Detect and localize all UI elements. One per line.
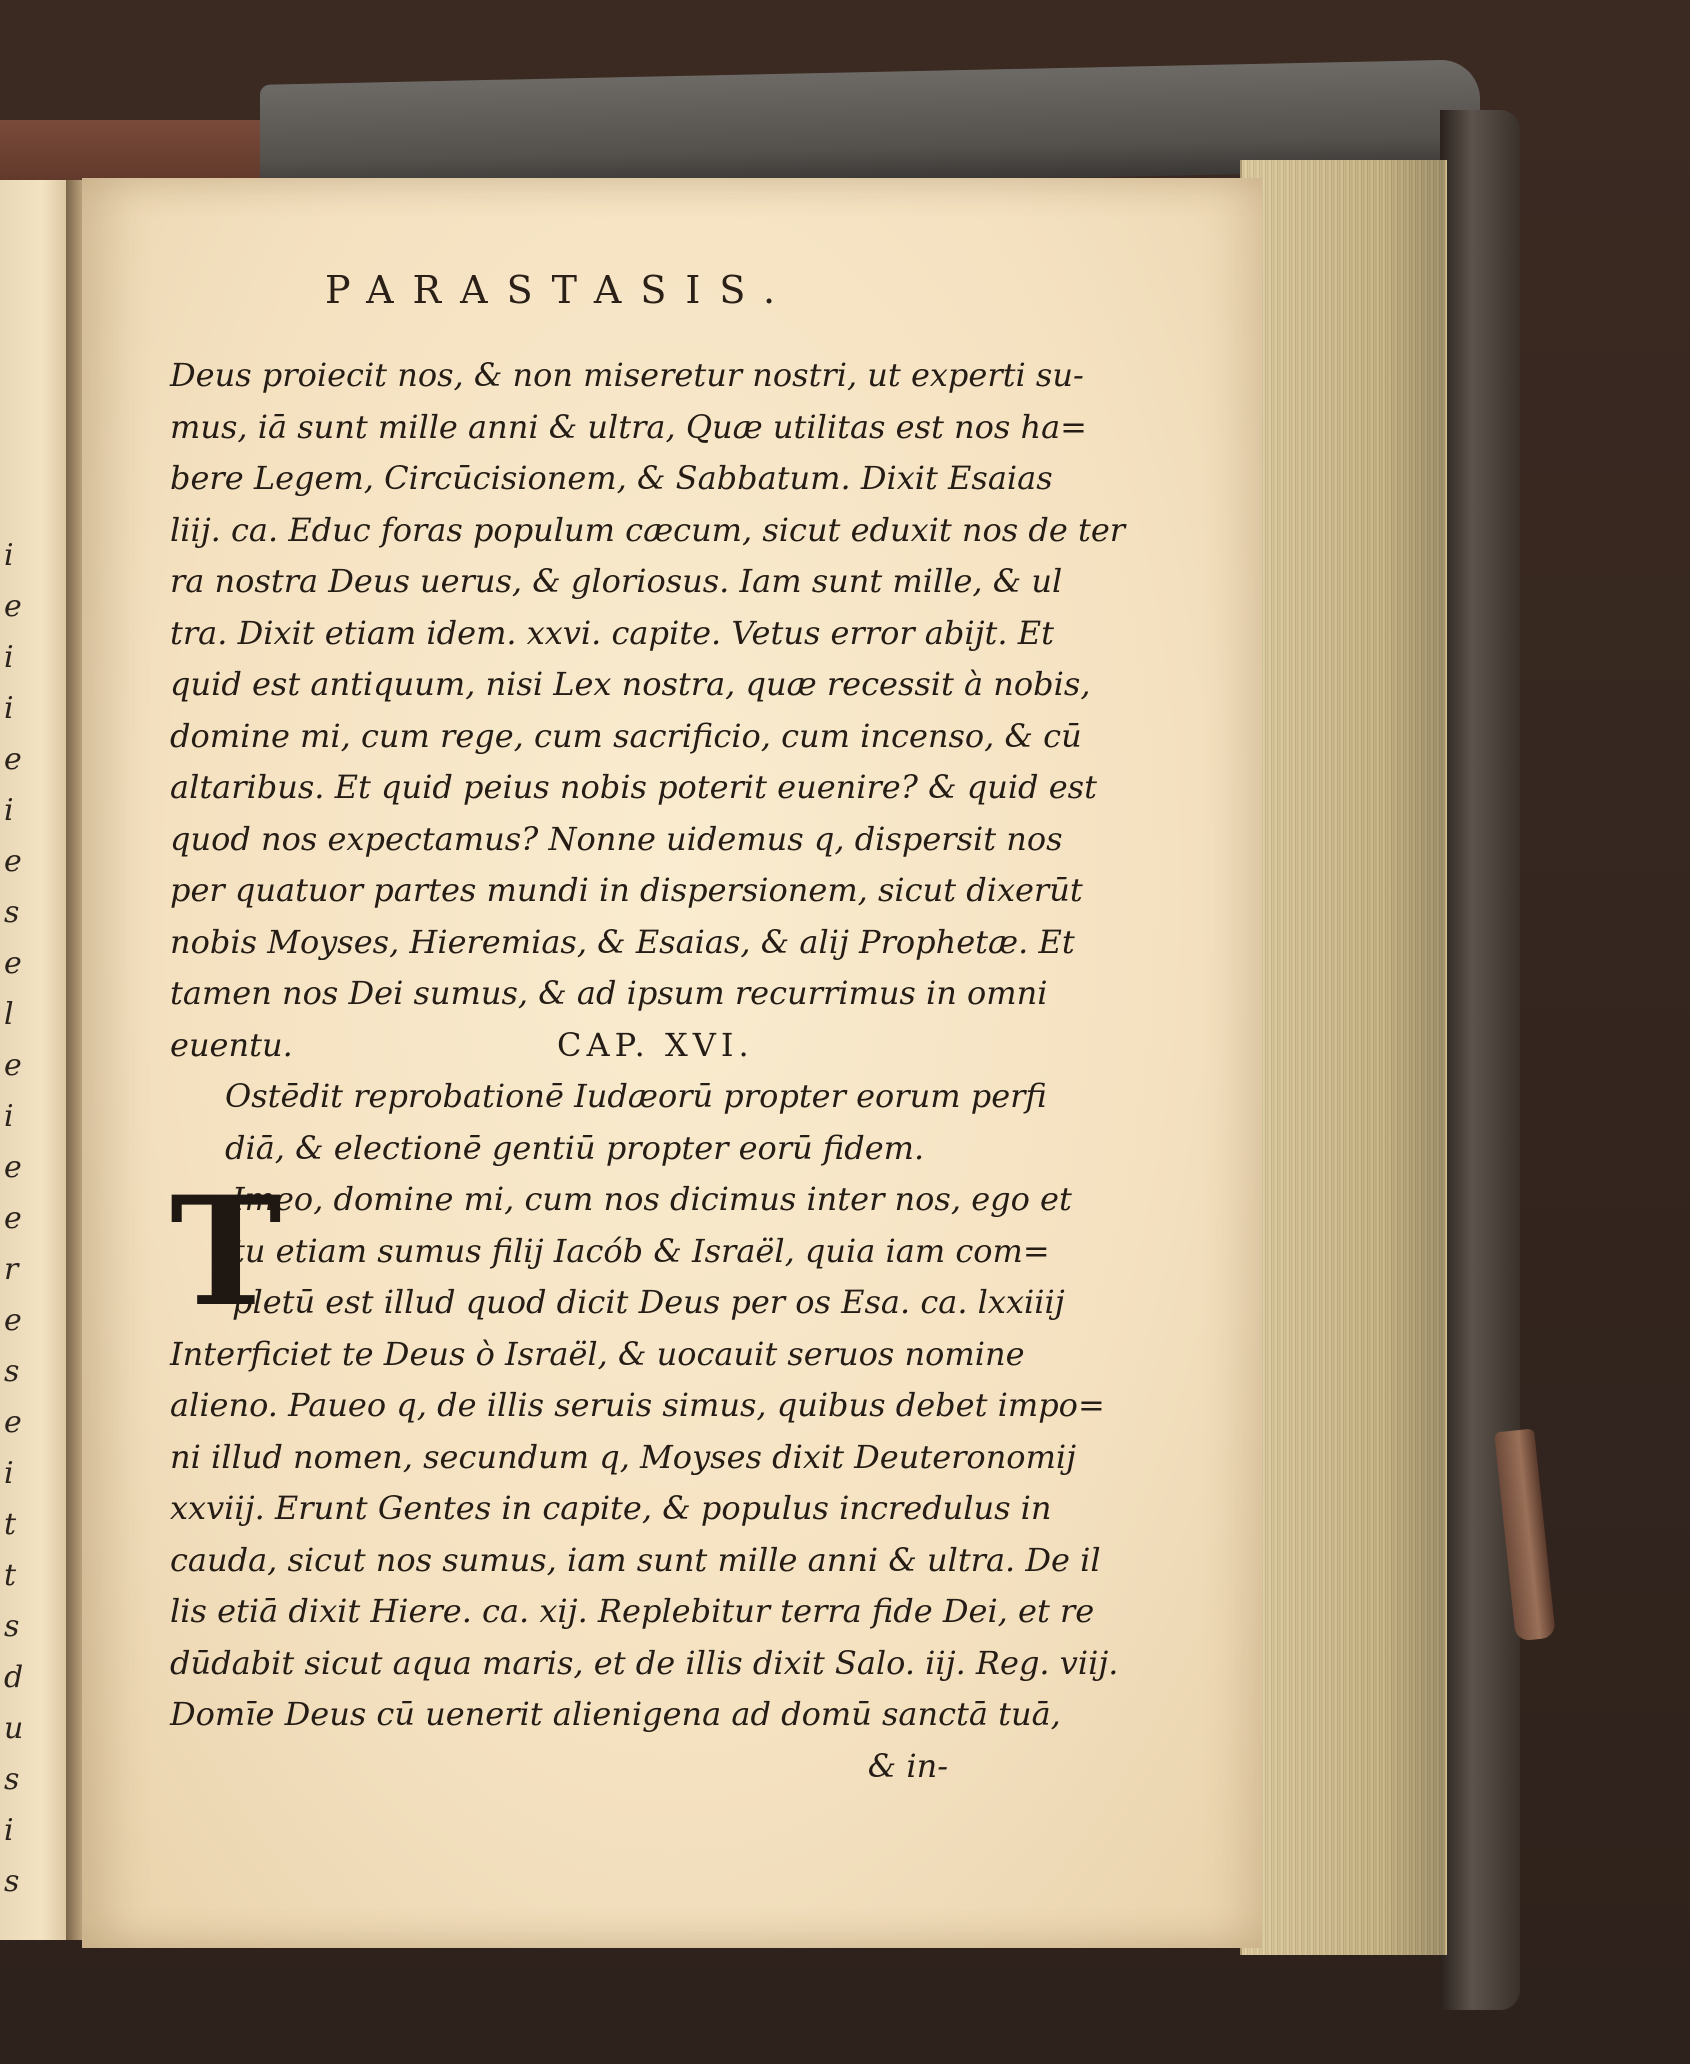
drop-capital: T (170, 1164, 282, 1340)
facing-page-glyph: t (4, 1558, 17, 1593)
facing-page-glyph: s (4, 1609, 20, 1644)
text-line: Imeo, domine mi, cum nos dicimus inter nos, ego et (232, 1180, 1072, 1218)
facing-page-glyph: e (4, 1150, 22, 1185)
facing-page-glyph: i (4, 1813, 14, 1848)
text-line: dūdabit sicut aqua maris, et de illis dixit Salo. iij. Reg. viij. (170, 1643, 1119, 1682)
facing-page-glyph: i (4, 1099, 14, 1134)
facing-page-glyph: e (4, 1303, 22, 1338)
facing-page-glyph: e (4, 1048, 22, 1083)
chapter-heading: CAP. XVI. (557, 1025, 754, 1064)
text-line: ra nostra Deus uerus, & gloriosus. Iam sunt mille, & ul (170, 562, 1063, 600)
facing-page-glyph: i (4, 1456, 14, 1491)
text-line: mus, iā sunt mille anni & ultra, Quæ utilitas est nos ha= (170, 407, 1087, 446)
facing-page-glyph: s (4, 895, 20, 930)
facing-page-glyph: r (4, 1252, 19, 1287)
text-line: bere Legem, Circūcisionem, & Sabbatum. Dixit Esaias (170, 459, 1053, 497)
text-line: domine mi, cum rege, cum sacrificio, cum incenso, & cū (170, 716, 1082, 755)
text-line: nobis Moyses, Hieremias, & Esaias, & alij Prophetæ. Et (170, 922, 1075, 961)
paragraph-xv-end (170, 350, 1126, 1020)
text-line: cauda, sicut nos sumus, iam sunt mille anni & ultra. De il (170, 1540, 1101, 1579)
facing-page-glyph: s (4, 1864, 20, 1899)
text-line: tu etiam sumus filij Iacób & Israël, quia iam com= (232, 1231, 1050, 1270)
facing-page-glyph: e (4, 589, 22, 624)
right-cover-board (1440, 110, 1520, 2010)
fore-edge-shade (1240, 160, 1445, 1955)
text-line: Interficiet te Deus ò Israël, & uocauit seruos nomine (170, 1334, 1025, 1373)
text-line: altaribus. Et quid peius nobis poterit euenire? & quid est (170, 768, 1097, 806)
text-line: quod nos expectamus? Nonne uidemus q, dispersit nos (170, 819, 1063, 858)
text-line: alieno. Paueo q, de illis seruis simus, quibus debet impo= (170, 1386, 1105, 1424)
text-line: tra. Dixit etiam idem. xxvi. capite. Vetus error abijt. Et (170, 613, 1054, 652)
chapter-summary (170, 1071, 1047, 1174)
facing-page-glyph: i (4, 640, 14, 675)
facing-page-glyph: u (4, 1711, 24, 1746)
facing-page-glyph: e (4, 844, 22, 879)
facing-page-glyph: e (4, 742, 22, 777)
text-line: lis etiā dixit Hiere. ca. xij. Replebitur terra fide Dei, et re (170, 1592, 1095, 1630)
running-head: PARASTASIS. (325, 268, 795, 312)
dropcap-paragraph (170, 1164, 1072, 1340)
text-line: Deus proiecit nos, & non miseretur nostri, ut experti su- (170, 356, 1084, 394)
text-line: xxviij. Erunt Gentes in capite, & populus incredulus in (170, 1489, 1052, 1527)
summary-line: Ostēdit reprobationē Iudæorū propter eorum perfi (225, 1077, 1047, 1115)
text-line: liij. ca. Educ foras populum cæcum, sicut eduxit nos de ter (170, 510, 1126, 549)
facing-page-glyph: e (4, 1405, 22, 1440)
paragraph-xvi-body (170, 1329, 1119, 1741)
facing-page-glyph: t (4, 1507, 17, 1542)
facing-page-glyph: i (4, 538, 14, 573)
text-line: Domīe Deus cū uenerit alienigena ad domū sanctā tuā, (170, 1695, 1061, 1733)
text-line: quid est antiquum, nisi Lex nostra, quæ recessit à nobis, (170, 665, 1091, 703)
facing-page-glyph: s (4, 1354, 20, 1389)
dropcap-lines (170, 1164, 1072, 1340)
catchword: & in- (867, 1746, 948, 1785)
text-line: pletū est illud quod dicit Deus per os Esa. ca. lxxiiij (232, 1283, 1065, 1321)
chapter-heading-row (170, 1020, 960, 1072)
facing-page-glyph: i (4, 691, 14, 726)
facing-page-text-fragments (4, 530, 64, 1907)
summary-line: diā, & electionē gentiū propter eorū fidem. (225, 1128, 925, 1167)
facing-page-glyph: s (4, 1762, 20, 1797)
main-text-block (170, 350, 1126, 1792)
facing-page-glyph: e (4, 946, 22, 981)
facing-page-glyph: i (4, 793, 14, 828)
facing-page-glyph: d (4, 1660, 24, 1695)
text-line: ni illud nomen, secundum q, Moyses dixit Deuteronomij (170, 1437, 1077, 1476)
facing-page-glyph: l (4, 997, 14, 1032)
facing-page-fragment (0, 180, 70, 1940)
last-line: euentu. (170, 1025, 293, 1064)
facing-page-glyph: e (4, 1201, 22, 1236)
text-line: tamen nos Dei sumus, & ad ipsum recurrimus in omni (170, 974, 1048, 1012)
text-line: per quatuor partes mundi in dispersionem, sicut dixerūt (170, 871, 1083, 909)
